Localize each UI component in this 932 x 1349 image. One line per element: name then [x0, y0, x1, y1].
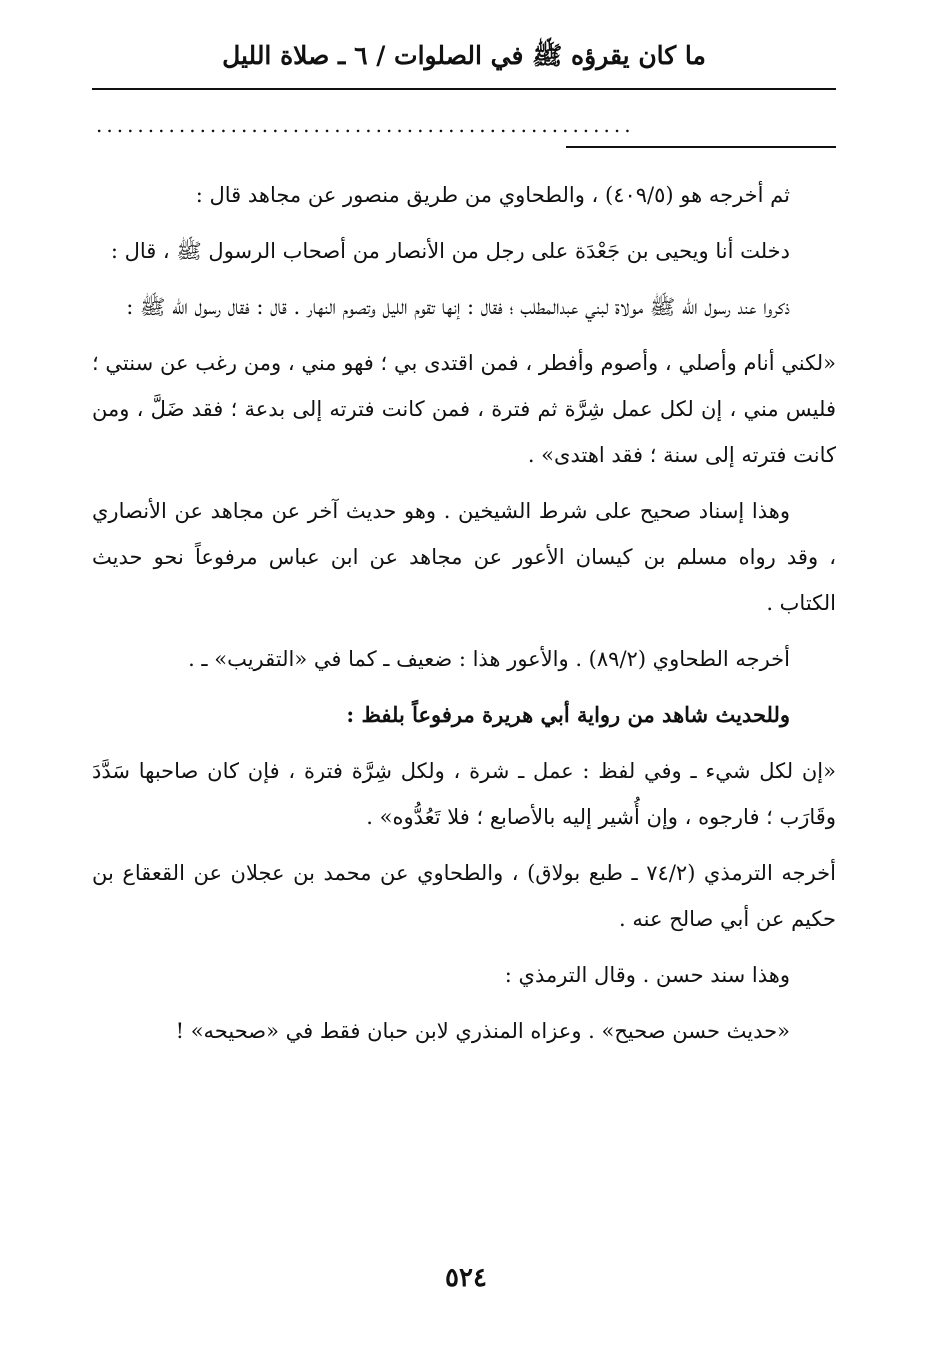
- bold-heading: وللحديث شاهد من رواية أبي هريرة مرفوعاً بلفظ :: [346, 702, 790, 727]
- hadith-quote: «إن لكل شيء ـ وفي لفظ : عمل ـ شرة ، ولكل شِرَّة فترة ، فإن كان صاحبها سَدَّدَ وقَارَب ؛ فارجوه ، وإن أُشير إليه بالأصابع ؛ فلا تَعُدُّوه» .: [92, 759, 836, 829]
- running-header: ما كان يقرؤه ﷺ في الصلوات / ٦ ـ صلاة الليل: [222, 41, 706, 70]
- paragraph: ثم أخرجه هو (٤٠٩/٥) ، والطحاوي من طريق منصور عن مجاهد قال :: [195, 183, 790, 207]
- continuation-dots: ....................................................: [96, 115, 635, 135]
- header-rule: [92, 88, 836, 90]
- paragraph: «حديث حسن صحيح» . وعزاه المنذري لابن حبان فقط في «صحيحه» !: [175, 1019, 790, 1043]
- paragraph: وهذا إسناد صحيح على شرط الشيخين . وهو حديث آخر عن مجاهد عن الأنصاري ، وقد رواه مسلم بن كيسان الأعور عن مجاهد عن ابن عباس مرفوعاً نحو حديث الكتاب .: [92, 499, 836, 615]
- page-number: ٥٢٤: [445, 1263, 487, 1293]
- paragraph: وهذا سند حسن . وقال الترمذي :: [504, 963, 790, 987]
- paragraph: دخلت أنا ويحيى بن جَعْدَة على رجل من الأنصار من أصحاب الرسول ﷺ ، قال :: [110, 239, 790, 263]
- hadith-quote: «لكني أنام وأصلي ، وأصوم وأفطر ، فمن اقتدى بي ؛ فهو مني ، ومن رغب عن سنتي ؛ فليس مني ، إن لكل عمل شِرَّة ثم فترة ، فمن كانت فترته إلى بدعة ؛ فقد ضَلَّ ، ومن كانت فترته إلى سنة ؛ فقد اهتدى» .: [92, 351, 836, 467]
- main-text: [92, 172, 836, 1064]
- footnote-rule: [566, 146, 836, 148]
- paragraph: أخرجه الترمذي (٧٤/٢ ـ طبع بولاق) ، والطحاوي عن محمد بن عجلان عن القعقاع بن حكيم عن أبي صالح عنه .: [92, 861, 836, 931]
- paragraph: أخرجه الطحاوي (٨٩/٢) . والأعور هذا : ضعيف ـ كما في «التقريب» ـ .: [188, 647, 790, 671]
- paragraph: ذكروا عند رسول الله ﷺ مولاة لبني عبدالمطلب ؛ فقال : إنها تقوم الليل وتصوم النهار . قال : فقال رسول الله ﷺ :: [126, 295, 790, 319]
